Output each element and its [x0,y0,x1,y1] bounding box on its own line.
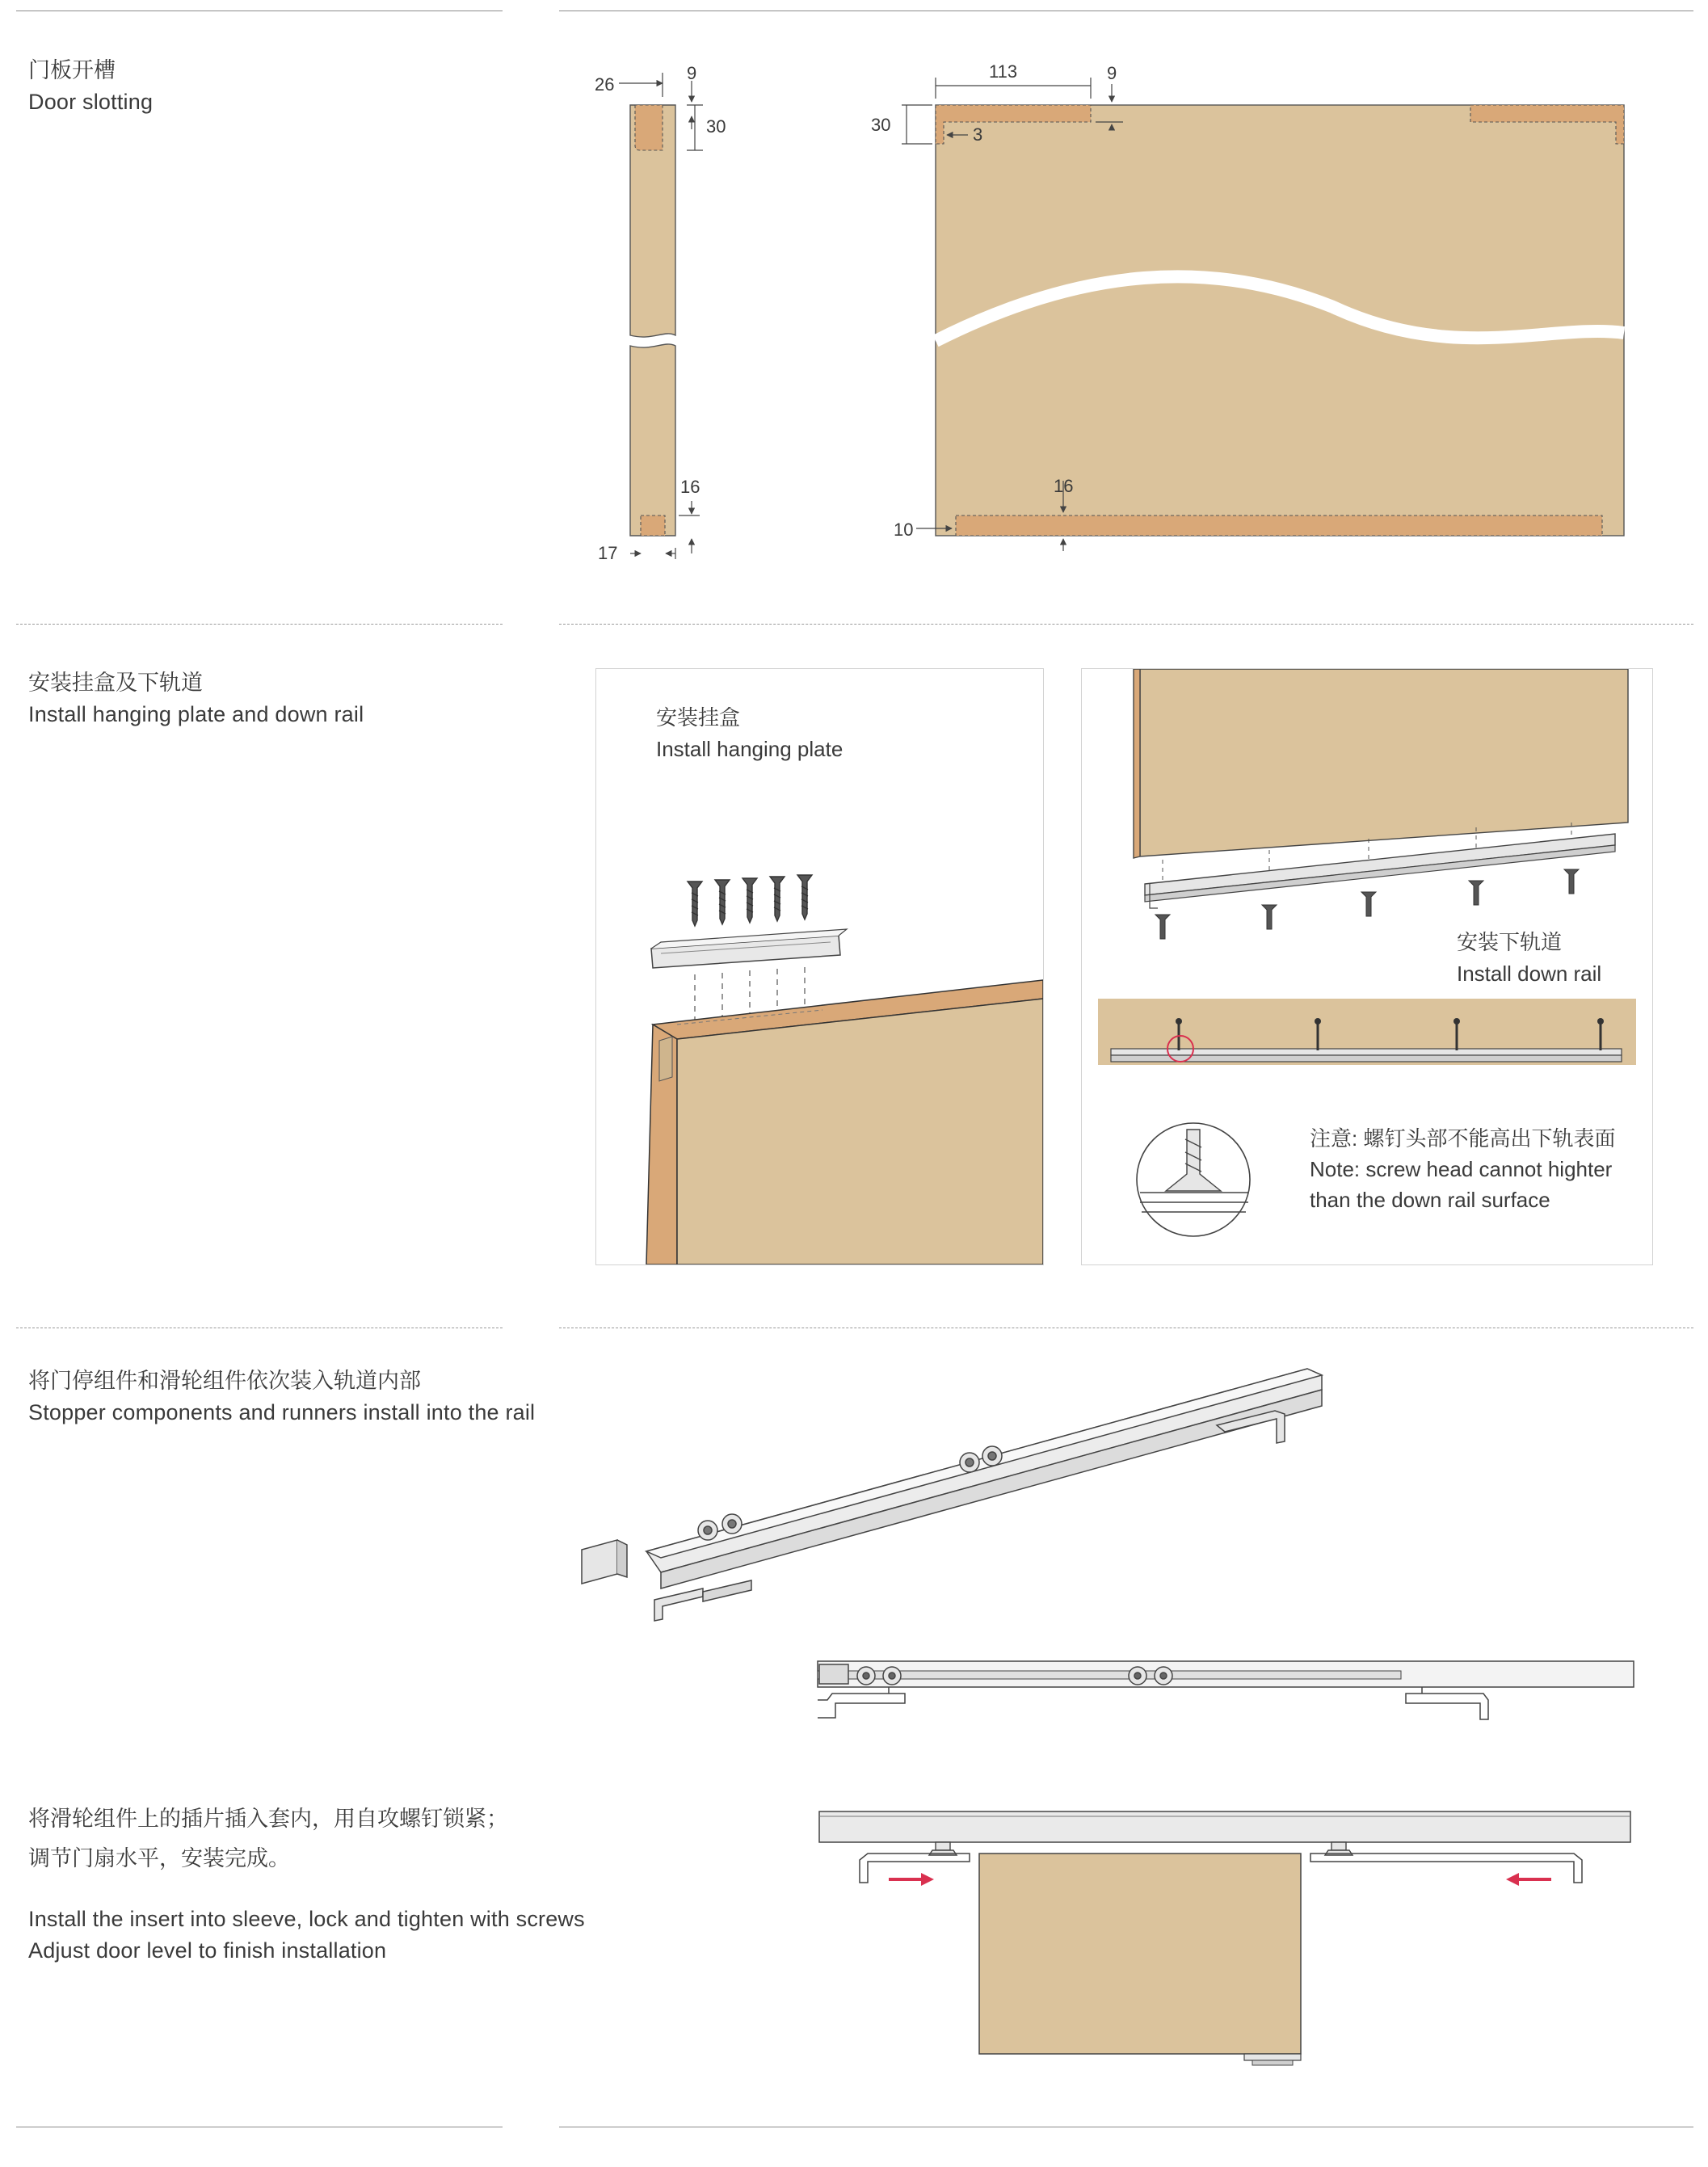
rail-perspective [582,1369,1322,1621]
dim-front-bottom-depth: 16 [1054,476,1074,496]
dim-side-bottom-width: 17 [598,543,618,563]
dim-side-bottom-depth: 16 [680,477,700,497]
divider-1-left [16,624,503,625]
rail-side-view [818,1661,1634,1719]
step-title-zh: 安装挂盒及下轨道 [28,671,203,695]
dim-front-top-notch: 9 [1107,63,1117,83]
screws-group [688,875,812,926]
panel-install-down-rail [1081,668,1653,1265]
step-title-en: Stopper components and runners install into the rail [28,1400,536,1424]
note-en-2: than the down rail surface [1310,1188,1550,1212]
down-rail-illustration [1082,669,1652,1264]
panel-install-hanging-plate [595,668,1044,1265]
note-en-1: Note: screw head cannot highter [1310,1157,1613,1181]
dim-side-top-depth: 30 [706,116,726,137]
dim-side-top-width: 26 [595,74,615,95]
arrow-right [1506,1873,1551,1886]
step-title-zh: 将门停组件和滑轮组件依次装入轨道内部 [28,1369,421,1393]
final-installation-illustration [808,1802,1648,2077]
step-door-slotting [28,55,153,118]
door-side-profile [630,105,675,536]
dim-front-top-length: 113 [989,61,1018,82]
step-title-zh: 门板开槽 [28,58,116,82]
step-title-en: Door slotting [28,90,154,114]
step-title-en: Install the insert into sleeve, lock and tighten with screws [28,1907,585,1931]
step-install-runners [28,1365,535,1429]
hanging-plate-illustration [596,669,1043,1264]
door-slotting-diagram [566,48,1648,566]
dim-side-top-notch: 9 [687,63,697,83]
arrow-left [889,1873,934,1886]
step-finish-installation [28,1803,585,1967]
dim-front-bottom-inset: 10 [894,520,914,540]
down-rail-en: Install down rail [1457,961,1602,986]
door-panel [979,1854,1301,2054]
hanging-plate-en: Install hanging plate [656,737,843,761]
note-zh: 注意: 螺钉头部不能高出下轨表面 [1310,1126,1616,1151]
step-title-zh: 将滑轮组件上的插片插入套内，用自攻螺钉锁紧； [28,1807,508,1831]
rail-assembly-illustration [566,1357,1648,1737]
step-title-zh-2: 调节门扇水平，安装完成。 [28,1846,290,1870]
hanging-plate-zh: 安装挂盒 [656,705,741,730]
divider-1-right [559,624,1693,625]
step-title-en-2: Adjust door level to finish installation [28,1938,387,1963]
door-front-view [936,105,1624,536]
step-title-en: Install hanging plate and down rail [28,702,364,726]
dim-front-top-depth: 30 [871,115,891,135]
down-rail-zh: 安装下轨道 [1457,930,1563,954]
dim-front-inset: 3 [973,124,983,145]
step-install-plate-rail [28,667,364,730]
